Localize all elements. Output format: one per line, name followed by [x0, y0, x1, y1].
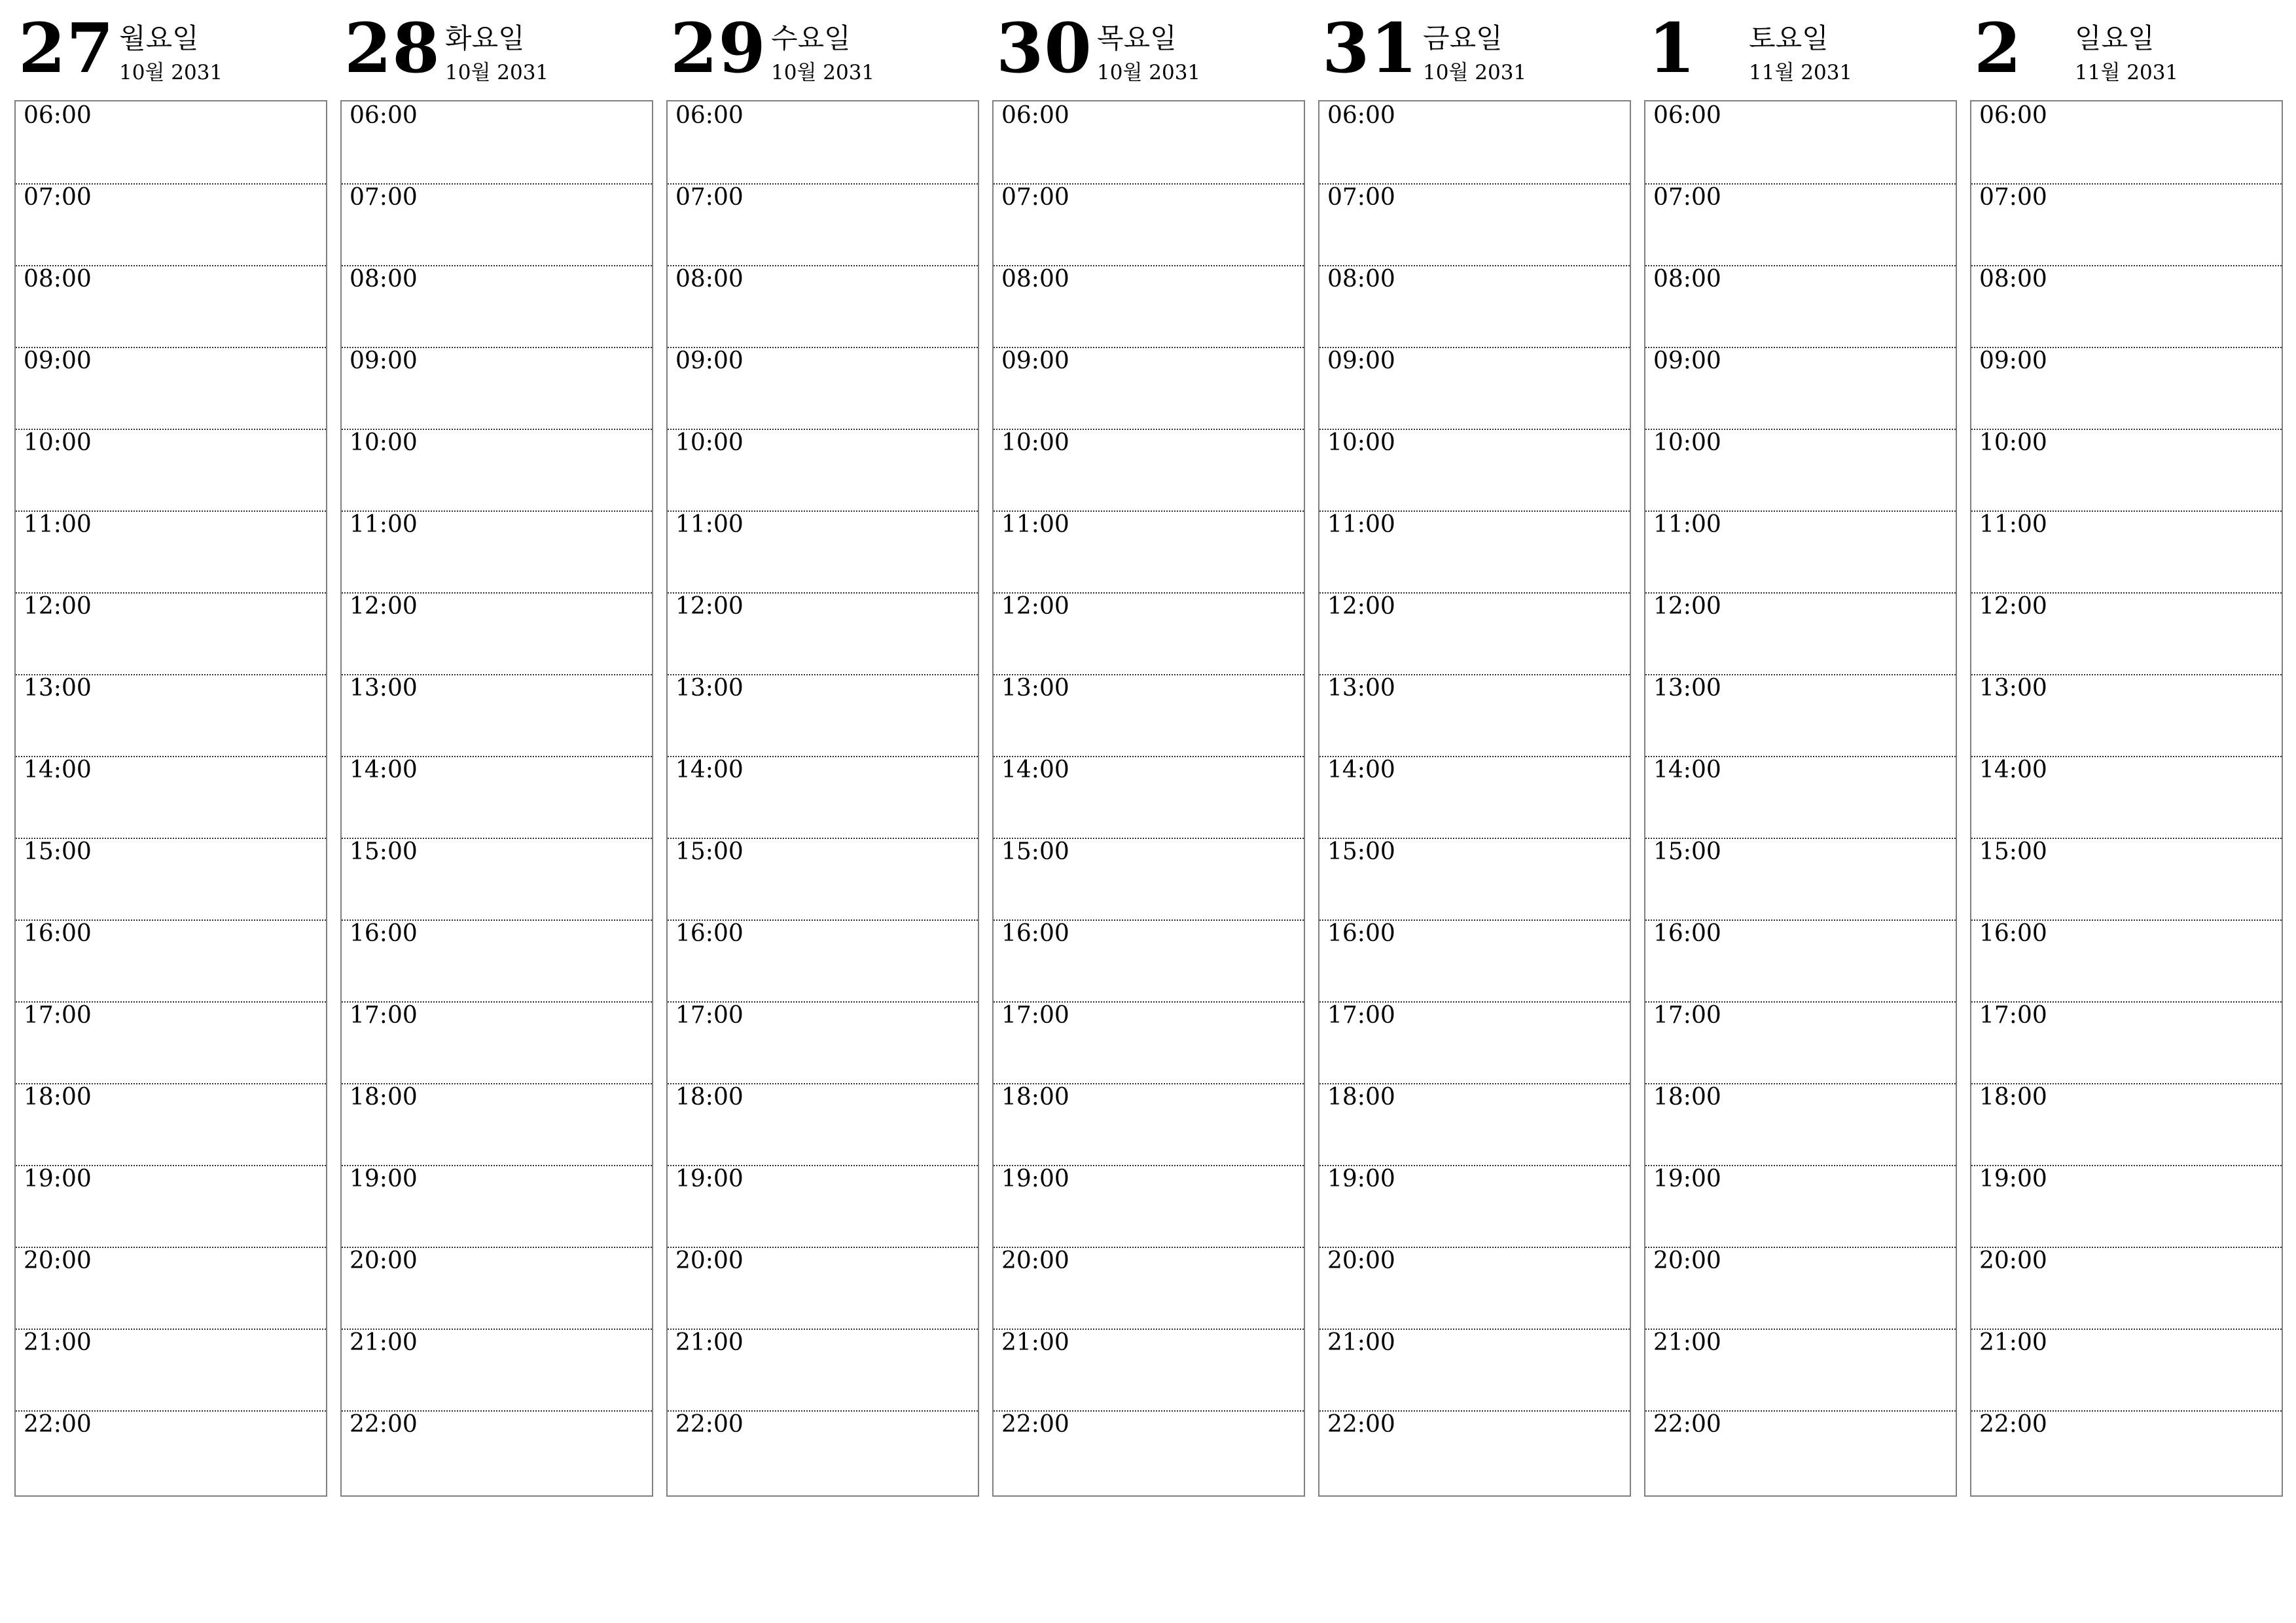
time-slot[interactable]: [668, 347, 978, 430]
day-schedule-box: [666, 100, 979, 1497]
time-label: 22:00: [1001, 1411, 1069, 1438]
time-slot[interactable]: [668, 838, 978, 921]
time-label: 19:00: [24, 1166, 92, 1192]
time-slot[interactable]: [994, 1165, 1304, 1248]
time-slot[interactable]: [994, 510, 1304, 594]
time-label: 22:00: [1653, 1411, 1721, 1438]
time-label: 22:00: [1979, 1411, 2047, 1438]
time-label: 14:00: [1653, 757, 1721, 783]
time-label: 10:00: [675, 429, 744, 456]
time-label: 09:00: [1327, 348, 1395, 374]
time-slot[interactable]: [1971, 1247, 2282, 1330]
day-schedule-box: [992, 100, 1305, 1497]
time-label: 17:00: [675, 1002, 744, 1029]
time-label: 19:00: [1327, 1166, 1395, 1192]
day-header: [1318, 0, 1631, 100]
time-label: 20:00: [675, 1247, 744, 1274]
time-label: 22:00: [1327, 1411, 1395, 1438]
time-slot[interactable]: [16, 1410, 326, 1492]
time-slot[interactable]: [16, 183, 326, 266]
time-label: 16:00: [675, 920, 744, 947]
weekday-name: 수요일: [771, 22, 851, 54]
time-label: 18:00: [350, 1084, 418, 1111]
time-label: 18:00: [1001, 1084, 1069, 1111]
month-year-label: 10월 2031: [1097, 61, 1201, 84]
time-slot[interactable]: [668, 919, 978, 1003]
time-label: 10:00: [1979, 429, 2047, 456]
time-slot[interactable]: [16, 101, 326, 185]
day-number: 27: [18, 8, 115, 88]
time-slot[interactable]: [994, 592, 1304, 675]
time-label: 20:00: [24, 1247, 92, 1274]
month-year-label: 10월 2031: [119, 61, 223, 84]
time-slot[interactable]: [994, 674, 1304, 757]
time-label: 17:00: [24, 1002, 92, 1029]
time-label: 07:00: [1001, 184, 1069, 211]
time-label: 17:00: [1653, 1002, 1721, 1029]
time-label: 06:00: [1001, 102, 1069, 129]
time-label: 16:00: [1327, 920, 1395, 947]
time-label: 14:00: [350, 757, 418, 783]
time-slot[interactable]: [1319, 592, 1630, 675]
time-slot[interactable]: [342, 1001, 652, 1084]
time-slot[interactable]: [342, 838, 652, 921]
time-slot[interactable]: [994, 1410, 1304, 1492]
time-label: 10:00: [350, 429, 418, 456]
time-label: 21:00: [350, 1329, 418, 1356]
time-label: 17:00: [1979, 1002, 2047, 1029]
weekly-planner: [14, 0, 2288, 1623]
day-number: 2: [1974, 8, 2022, 88]
time-slot[interactable]: [1645, 919, 1956, 1003]
time-label: 18:00: [1653, 1084, 1721, 1111]
time-slot[interactable]: [1971, 347, 2282, 430]
time-slot[interactable]: [994, 347, 1304, 430]
time-label: 22:00: [675, 1411, 744, 1438]
weekday-name: 월요일: [119, 22, 199, 54]
time-slot[interactable]: [668, 1410, 978, 1492]
time-label: 11:00: [1327, 511, 1395, 538]
time-slot[interactable]: [1319, 347, 1630, 430]
time-slot[interactable]: [994, 1329, 1304, 1412]
time-slot[interactable]: [1971, 1083, 2282, 1166]
time-label: 19:00: [1653, 1166, 1721, 1192]
time-label: 16:00: [1001, 920, 1069, 947]
month-year-label: 10월 2031: [1423, 61, 1527, 84]
time-label: 20:00: [350, 1247, 418, 1274]
time-slot[interactable]: [668, 756, 978, 839]
time-slot[interactable]: [1319, 1083, 1630, 1166]
time-label: 06:00: [1653, 102, 1721, 129]
time-label: 16:00: [1653, 920, 1721, 947]
time-label: 22:00: [24, 1411, 92, 1438]
day-schedule-box: [340, 100, 653, 1497]
time-label: 13:00: [350, 675, 418, 702]
time-label: 18:00: [1327, 1084, 1395, 1111]
time-slot[interactable]: [342, 101, 652, 185]
time-slot[interactable]: [1971, 838, 2282, 921]
day-schedule-box: [1970, 100, 2283, 1497]
time-slot[interactable]: [16, 347, 326, 430]
time-label: 13:00: [24, 675, 92, 702]
time-label: 14:00: [675, 757, 744, 783]
day-column: [340, 0, 653, 1438]
time-slot[interactable]: [1971, 1410, 2282, 1492]
time-slot[interactable]: [342, 1329, 652, 1412]
time-slot[interactable]: [668, 101, 978, 185]
time-slot[interactable]: [1971, 183, 2282, 266]
time-slot[interactable]: [342, 429, 652, 512]
time-label: 17:00: [1327, 1002, 1395, 1029]
time-label: 07:00: [1653, 184, 1721, 211]
time-label: 20:00: [1979, 1247, 2047, 1274]
time-slot[interactable]: [668, 1165, 978, 1248]
time-slot[interactable]: [342, 919, 652, 1003]
weekday-name: 목요일: [1097, 22, 1177, 54]
time-label: 07:00: [675, 184, 744, 211]
time-slot[interactable]: [1645, 592, 1956, 675]
day-header: [1644, 0, 1957, 100]
time-slot[interactable]: [1645, 265, 1956, 348]
day-schedule-box: [14, 100, 327, 1497]
weekday-name: 화요일: [445, 22, 525, 54]
weekday-name: 금요일: [1423, 22, 1503, 54]
time-label: 09:00: [350, 348, 418, 374]
time-slot[interactable]: [1645, 1083, 1956, 1166]
time-slot[interactable]: [994, 919, 1304, 1003]
time-label: 09:00: [1979, 348, 2047, 374]
time-slot[interactable]: [668, 1247, 978, 1330]
time-slot[interactable]: [1645, 674, 1956, 757]
time-label: 08:00: [1653, 266, 1721, 293]
time-label: 13:00: [675, 675, 744, 702]
time-label: 21:00: [1979, 1329, 2047, 1356]
time-slot[interactable]: [994, 265, 1304, 348]
time-slot[interactable]: [1645, 510, 1956, 594]
time-slot[interactable]: [668, 265, 978, 348]
day-header: [666, 0, 979, 100]
time-slot[interactable]: [342, 1247, 652, 1330]
time-label: 08:00: [350, 266, 418, 293]
day-column: [1318, 0, 1631, 1438]
time-label: 17:00: [350, 1002, 418, 1029]
time-label: 21:00: [1653, 1329, 1721, 1356]
day-column: [1644, 0, 1957, 1438]
time-label: 16:00: [24, 920, 92, 947]
time-label: 07:00: [1979, 184, 2047, 211]
time-slot[interactable]: [16, 265, 326, 348]
time-slot[interactable]: [16, 1329, 326, 1412]
time-label: 11:00: [1001, 511, 1069, 538]
time-slot[interactable]: [1645, 1165, 1956, 1248]
time-slot[interactable]: [1645, 1247, 1956, 1330]
time-slot[interactable]: [1319, 756, 1630, 839]
time-slot[interactable]: [1645, 347, 1956, 430]
weekday-name: 토요일: [1749, 22, 1829, 54]
time-slot[interactable]: [668, 674, 978, 757]
month-year-label: 11월 2031: [2075, 61, 2179, 84]
day-schedule-box: [1318, 100, 1631, 1497]
time-label: 20:00: [1001, 1247, 1069, 1274]
time-label: 06:00: [1979, 102, 2047, 129]
time-label: 09:00: [24, 348, 92, 374]
day-header: [1970, 0, 2283, 100]
time-label: 08:00: [24, 266, 92, 293]
time-slot[interactable]: [342, 1083, 652, 1166]
time-slot[interactable]: [16, 1083, 326, 1166]
time-label: 13:00: [1327, 675, 1395, 702]
time-slot[interactable]: [16, 756, 326, 839]
time-label: 21:00: [675, 1329, 744, 1356]
time-label: 10:00: [24, 429, 92, 456]
time-label: 11:00: [1653, 511, 1721, 538]
weekday-name: 일요일: [2075, 22, 2155, 54]
time-slot[interactable]: [1319, 1329, 1630, 1412]
time-label: 12:00: [1001, 593, 1069, 620]
time-slot[interactable]: [342, 183, 652, 266]
time-slot[interactable]: [342, 347, 652, 430]
time-slot[interactable]: [1971, 265, 2282, 348]
time-label: 07:00: [1327, 184, 1395, 211]
time-slot[interactable]: [342, 592, 652, 675]
time-slot[interactable]: [342, 756, 652, 839]
time-slot[interactable]: [1319, 674, 1630, 757]
time-slot[interactable]: [1971, 510, 2282, 594]
time-label: 10:00: [1327, 429, 1395, 456]
day-header: [14, 0, 327, 100]
time-slot[interactable]: [1319, 101, 1630, 185]
time-slot[interactable]: [1645, 756, 1956, 839]
time-slot[interactable]: [668, 592, 978, 675]
time-slot[interactable]: [16, 429, 326, 512]
day-column: [992, 0, 1305, 1438]
time-label: 15:00: [675, 838, 744, 865]
time-slot[interactable]: [16, 1247, 326, 1330]
time-slot[interactable]: [1645, 429, 1956, 512]
time-label: 13:00: [1001, 675, 1069, 702]
time-slot[interactable]: [668, 429, 978, 512]
month-year-label: 11월 2031: [1749, 61, 1853, 84]
time-label: 16:00: [350, 920, 418, 947]
day-column: [14, 0, 327, 1438]
time-slot[interactable]: [1645, 838, 1956, 921]
time-label: 12:00: [350, 593, 418, 620]
time-label: 06:00: [1327, 102, 1395, 129]
time-slot[interactable]: [16, 1165, 326, 1248]
time-slot[interactable]: [1971, 1329, 2282, 1412]
time-label: 15:00: [1327, 838, 1395, 865]
time-label: 11:00: [1979, 511, 2047, 538]
time-label: 19:00: [675, 1166, 744, 1192]
time-slot[interactable]: [1645, 1410, 1956, 1492]
time-label: 06:00: [675, 102, 744, 129]
time-label: 18:00: [24, 1084, 92, 1111]
day-number: 31: [1322, 8, 1418, 88]
time-label: 10:00: [1001, 429, 1069, 456]
time-label: 19:00: [1001, 1166, 1069, 1192]
time-slot[interactable]: [1971, 1001, 2282, 1084]
time-label: 11:00: [24, 511, 92, 538]
time-slot[interactable]: [16, 674, 326, 757]
day-number: 1: [1648, 8, 1696, 88]
time-slot[interactable]: [1645, 183, 1956, 266]
time-slot[interactable]: [668, 510, 978, 594]
time-label: 09:00: [1653, 348, 1721, 374]
time-slot[interactable]: [1319, 838, 1630, 921]
time-slot[interactable]: [668, 183, 978, 266]
time-slot[interactable]: [1319, 1410, 1630, 1492]
time-slot[interactable]: [342, 1165, 652, 1248]
time-slot[interactable]: [1971, 592, 2282, 675]
time-label: 06:00: [350, 102, 418, 129]
time-label: 09:00: [1001, 348, 1069, 374]
time-slot[interactable]: [1645, 1001, 1956, 1084]
time-slot[interactable]: [1319, 265, 1630, 348]
time-label: 20:00: [1653, 1247, 1721, 1274]
time-slot[interactable]: [994, 1247, 1304, 1330]
time-label: 07:00: [24, 184, 92, 211]
time-label: 13:00: [1979, 675, 2047, 702]
time-label: 15:00: [1979, 838, 2047, 865]
time-label: 15:00: [350, 838, 418, 865]
month-year-label: 10월 2031: [771, 61, 875, 84]
day-number: 28: [344, 8, 440, 88]
time-label: 08:00: [1979, 266, 2047, 293]
time-slot[interactable]: [1319, 1001, 1630, 1084]
time-slot[interactable]: [994, 1001, 1304, 1084]
day-column: [1970, 0, 2283, 1438]
time-label: 14:00: [1001, 757, 1069, 783]
time-slot[interactable]: [1319, 1165, 1630, 1248]
time-slot[interactable]: [1971, 674, 2282, 757]
time-label: 18:00: [1979, 1084, 2047, 1111]
time-label: 08:00: [675, 266, 744, 293]
time-label: 20:00: [1327, 1247, 1395, 1274]
time-label: 08:00: [1001, 266, 1069, 293]
time-slot[interactable]: [994, 429, 1304, 512]
time-slot[interactable]: [16, 838, 326, 921]
time-label: 06:00: [24, 102, 92, 129]
time-slot[interactable]: [1971, 101, 2282, 185]
time-slot[interactable]: [668, 1329, 978, 1412]
time-label: 12:00: [675, 593, 744, 620]
time-label: 12:00: [24, 593, 92, 620]
time-slot[interactable]: [1971, 756, 2282, 839]
time-slot[interactable]: [342, 265, 652, 348]
time-label: 17:00: [1001, 1002, 1069, 1029]
day-number: 29: [670, 8, 766, 88]
time-slot[interactable]: [16, 592, 326, 675]
time-label: 12:00: [1979, 593, 2047, 620]
time-label: 21:00: [24, 1329, 92, 1356]
time-label: 18:00: [675, 1084, 744, 1111]
time-label: 13:00: [1653, 675, 1721, 702]
time-slot[interactable]: [16, 1001, 326, 1084]
time-slot[interactable]: [1319, 510, 1630, 594]
time-slot[interactable]: [342, 674, 652, 757]
month-year-label: 10월 2031: [445, 61, 549, 84]
time-slot[interactable]: [1319, 919, 1630, 1003]
time-label: 11:00: [675, 511, 744, 538]
day-number: 30: [996, 8, 1092, 88]
time-label: 12:00: [1653, 593, 1721, 620]
time-label: 11:00: [350, 511, 418, 538]
time-slot[interactable]: [668, 1083, 978, 1166]
day-header: [340, 0, 653, 100]
time-label: 12:00: [1327, 593, 1395, 620]
time-slot[interactable]: [16, 919, 326, 1003]
day-header: [992, 0, 1305, 100]
time-slot[interactable]: [342, 1410, 652, 1492]
time-label: 19:00: [1979, 1166, 2047, 1192]
time-label: 10:00: [1653, 429, 1721, 456]
time-label: 14:00: [1327, 757, 1395, 783]
time-slot[interactable]: [1971, 919, 2282, 1003]
time-label: 19:00: [350, 1166, 418, 1192]
time-slot[interactable]: [1645, 1329, 1956, 1412]
time-slot[interactable]: [1319, 1247, 1630, 1330]
time-slot[interactable]: [342, 510, 652, 594]
time-label: 08:00: [1327, 266, 1395, 293]
time-label: 14:00: [24, 757, 92, 783]
time-slot[interactable]: [668, 1001, 978, 1084]
time-slot[interactable]: [994, 838, 1304, 921]
time-label: 16:00: [1979, 920, 2047, 947]
day-column: [666, 0, 979, 1438]
time-slot[interactable]: [1971, 429, 2282, 512]
time-label: 15:00: [24, 838, 92, 865]
time-slot[interactable]: [1319, 429, 1630, 512]
day-schedule-box: [1644, 100, 1957, 1497]
time-label: 07:00: [350, 184, 418, 211]
time-slot[interactable]: [994, 756, 1304, 839]
time-slot[interactable]: [1319, 183, 1630, 266]
time-slot[interactable]: [994, 1083, 1304, 1166]
time-slot[interactable]: [994, 101, 1304, 185]
time-label: 14:00: [1979, 757, 2047, 783]
time-label: 15:00: [1001, 838, 1069, 865]
time-label: 21:00: [1001, 1329, 1069, 1356]
time-slot[interactable]: [1645, 101, 1956, 185]
time-label: 09:00: [675, 348, 744, 374]
time-slot[interactable]: [994, 183, 1304, 266]
time-label: 15:00: [1653, 838, 1721, 865]
time-label: 22:00: [350, 1411, 418, 1438]
time-slot[interactable]: [16, 510, 326, 594]
time-slot[interactable]: [1971, 1165, 2282, 1248]
time-label: 21:00: [1327, 1329, 1395, 1356]
